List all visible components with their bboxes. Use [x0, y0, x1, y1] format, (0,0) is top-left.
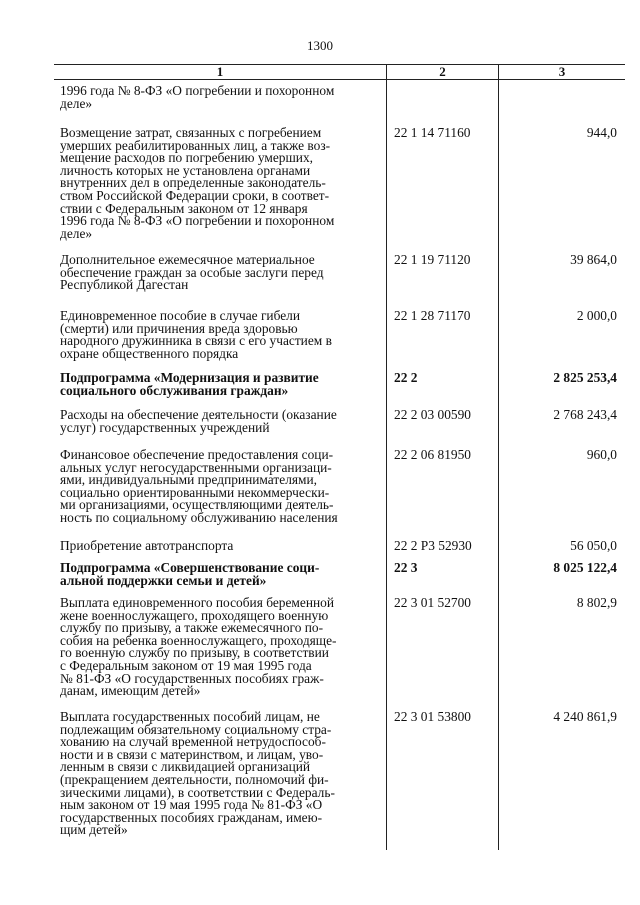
row-amount: 960,0: [586, 447, 617, 462]
row-amount: 39 864,0: [570, 252, 617, 267]
row-amount: 56 050,0: [570, 538, 617, 553]
description-line: хованию на случай временной нетрудоспособ-: [60, 734, 326, 750]
header-column-3: 3: [558, 64, 566, 79]
row-code: 22 2 Р3 52930: [394, 538, 472, 553]
page-number: 1300: [307, 38, 333, 53]
row-code: 22 1 19 71120: [394, 252, 471, 267]
row-amount: 2 000,0: [576, 308, 617, 323]
description-line: социально ориентированными некоммерчески-: [60, 484, 330, 500]
row-code: 22 2: [394, 370, 418, 385]
description-line: 1996 года № 8-ФЗ «О погребении и похоронном: [60, 213, 335, 229]
description-line: ствии с Федеральным законом от 12 января: [60, 200, 308, 216]
description-line: щим детей»: [60, 822, 128, 838]
description-line: го военную службу по призыву, в соответствии: [60, 645, 329, 661]
description-line: государственных пособиях гражданам, имею-: [60, 809, 323, 825]
description-line: Дополнительное ежемесячное материальное: [60, 252, 315, 267]
description-line: народного дружинника в связи с его участием в: [60, 333, 332, 349]
description-line: ность по социальному обслуживанию населения: [60, 509, 338, 525]
description-line: с Федеральным законом от 19 мая 1995 года: [60, 657, 312, 673]
description-line: жене военнослужащего, проходящего военную: [60, 607, 329, 623]
row-description: [60, 127, 386, 240]
description-line: данам, имеющим детей»: [60, 683, 201, 699]
row-amount: 944,0: [586, 125, 617, 140]
description-line: Подпрограмма «Совершенствование соци-: [60, 560, 320, 575]
budget-table: [54, 64, 625, 850]
description-line: услуг) государственных учреждений: [60, 419, 270, 435]
description-line: деле»: [60, 95, 93, 111]
description-line: 1996 года № 8-ФЗ «О погребении и похоронном: [60, 83, 335, 98]
row-amount: 8 025 122,4: [553, 560, 617, 575]
row-description: [60, 711, 386, 837]
description-line: деле»: [60, 225, 93, 241]
header-bottom-border: [54, 79, 625, 80]
row-code: 22 3 01 52700: [394, 595, 471, 610]
description-line: ми организациями, осуществляющими деятель-: [60, 497, 334, 513]
row-code: 22 2 06 81950: [394, 447, 471, 462]
row-amount: 2 825 253,4: [553, 370, 617, 385]
description-line: социального обслуживания граждан»: [60, 382, 289, 398]
description-line: службу по призыву, а также ежемесячного по-: [60, 620, 324, 636]
description-line: альной поддержки семьи и детей»: [60, 572, 267, 588]
description-line: подлежащим обязательному социальному стра-: [60, 721, 332, 737]
row-description: [60, 310, 386, 360]
row-description: [60, 597, 386, 698]
description-line: ным законом от 19 мая 1995 года № 81-ФЗ «О: [60, 797, 323, 813]
row-code: 22 1 14 71160: [394, 125, 471, 140]
description-line: Выплата единовременного пособия беременной: [60, 595, 335, 610]
description-line: Выплата государственных пособий лицам, не: [60, 709, 320, 724]
row-code: 22 3 01 53800: [394, 709, 471, 724]
description-line: личность которых не установлена органами: [60, 162, 311, 178]
description-line: (прекращением деятельности, полномочий фи-: [60, 771, 329, 787]
row-description: [60, 85, 386, 110]
description-line: Приобретение автотранспорта: [60, 538, 234, 553]
description-line: ности и в связи с материнством, и лицам, уво-: [60, 746, 324, 762]
description-line: зическими лицами), в соответствии с Федераль-: [60, 784, 335, 800]
description-line: Республикой Дагестан: [60, 277, 189, 293]
description-line: мещение расходов по погребению умерших,: [60, 150, 313, 166]
row-amount: 8 802,9: [576, 595, 617, 610]
header-column-1: 1: [216, 64, 224, 79]
description-line: (смерти) или причинения вреда здоровью: [60, 320, 298, 336]
row-description: [60, 372, 386, 397]
description-line: обеспечение граждан за особые заслуги перед: [60, 264, 324, 280]
description-line: Финансовое обеспечение предоставления соци-: [60, 447, 334, 462]
row-description: [60, 409, 386, 434]
row-code: 22 2 03 00590: [394, 407, 471, 422]
row-description: [60, 540, 386, 553]
row-description: [60, 254, 386, 292]
description-line: ленным в связи с ликвидацией организаций: [60, 759, 311, 775]
description-line: охране общественного порядка: [60, 345, 239, 361]
row-amount: 2 768 243,4: [553, 407, 617, 422]
column-divider-1: [386, 64, 387, 850]
description-line: ями, индивидуальными предпринимателями,: [60, 472, 318, 488]
row-code: 22 1 28 71170: [394, 308, 471, 323]
description-line: № 81-ФЗ «О государственных пособиях граж-: [60, 670, 324, 686]
description-line: Возмещение затрат, связанных с погребением: [60, 125, 322, 140]
row-description: [60, 562, 386, 587]
row-description: [60, 449, 386, 525]
description-line: собия на ребенка военнослужащего, проходяще-: [60, 632, 337, 648]
description-line: альных услуг негосударственными организаци-: [60, 459, 332, 475]
description-line: ством Российской Федерации сроки, в соответ-: [60, 187, 330, 203]
description-line: внутренних дел в определенные законодатель-: [60, 175, 326, 191]
description-line: Расходы на обеспечение деятельности (оказание: [60, 407, 337, 422]
row-amount: 4 240 861,9: [553, 709, 617, 724]
header-column-2: 2: [439, 64, 446, 79]
description-line: умерших реабилитированных лиц, а также воз-: [60, 137, 331, 153]
description-line: Подпрограмма «Модернизация и развитие: [60, 370, 319, 385]
description-line: Единовременное пособие в случае гибели: [60, 308, 301, 323]
row-code: 22 3: [394, 560, 418, 575]
